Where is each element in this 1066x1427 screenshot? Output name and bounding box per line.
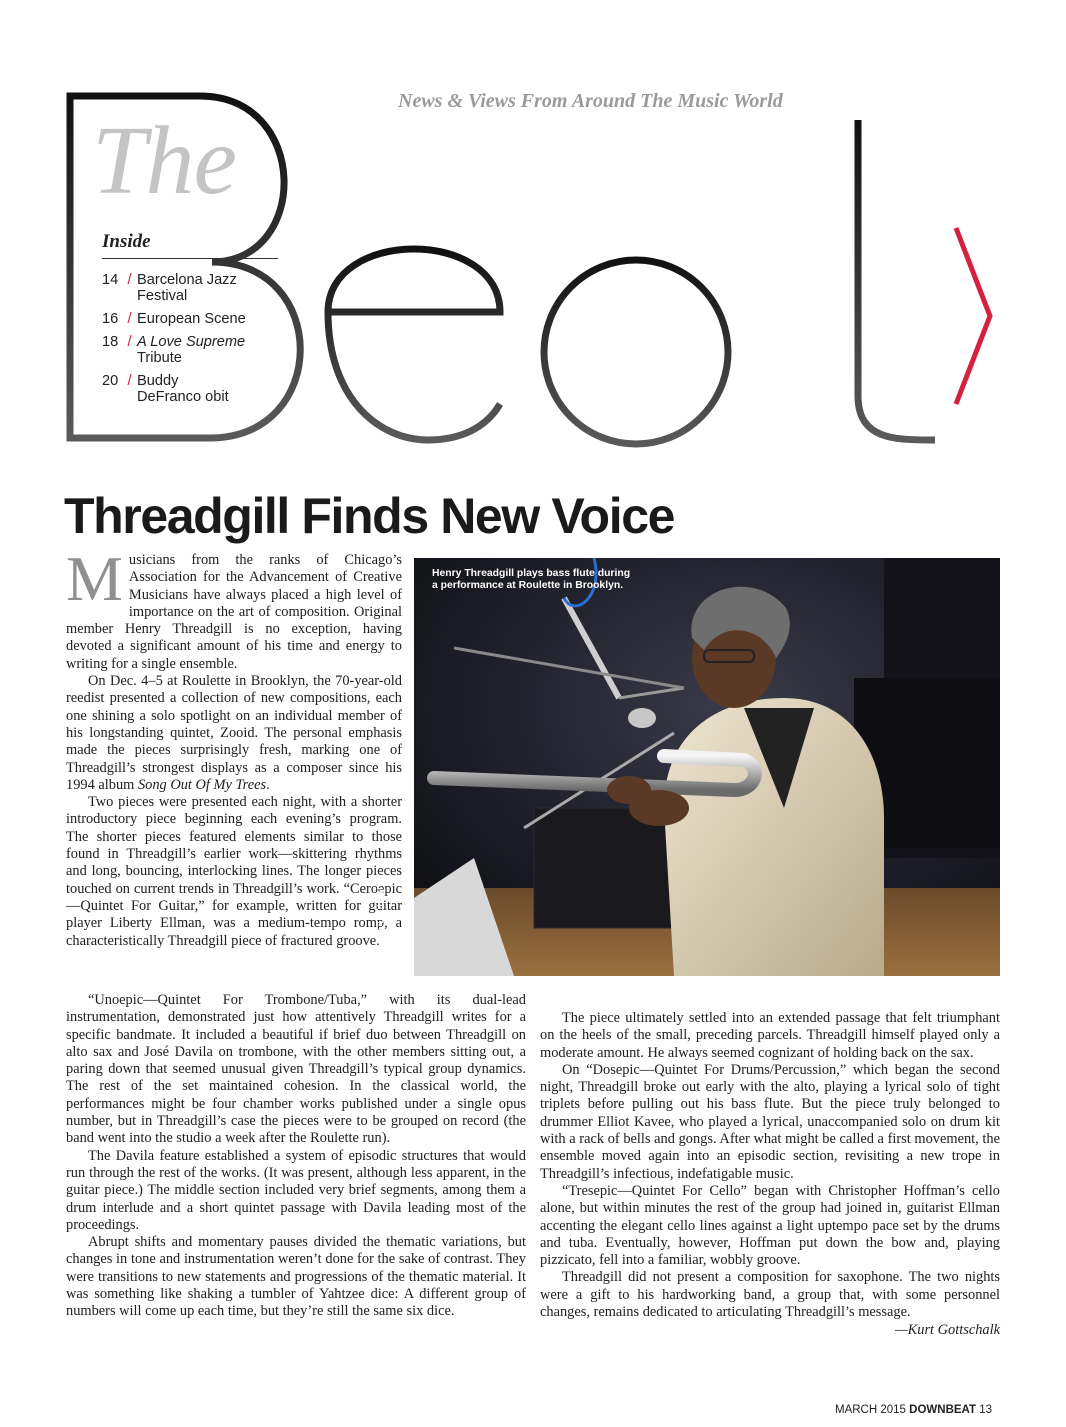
inside-title: [137, 334, 282, 366]
photo-image: [414, 558, 1000, 976]
paragraph: On “Dosepic—Quintet For Drums/Percussion,” which began the second night, Threadgill broke out early with the alto, playing a lyrical solo of tight triplets before pulling out his bass flute. But the piece truly belonged to drummer Elliot Kavee, who played a lyrical, unaccompanied solo on drum kit with a rack of bells and gongs. After what might be called a first movement, the ensemble moved again into an episodic section, revisiting a new trope in Threadgill’s infectious, indefatigable music.: [540, 1061, 1000, 1182]
inside-page-number: 18: [102, 334, 119, 350]
inside-title-line: European Scene: [137, 311, 246, 327]
inside-page-number: 16: [102, 311, 119, 327]
slash-divider: /: [127, 311, 132, 327]
inside-title: [137, 311, 282, 327]
paragraph: Abrupt shifts and momentary pauses divided the thematic variations, but changes in tone and instrumentation weren’t done for the sake of contrast. They were transitions to new statements and progressions of the thematic material. It was something like shaking a tumbler of Yahtzee dice: A different group of numbers will come up each time, but they’re still the same six dice.: [66, 1234, 526, 1320]
drop-cap: M: [66, 543, 123, 614]
inside-title-line2: Tribute: [137, 350, 182, 366]
inside-page-number: 14: [102, 272, 119, 288]
inside-title: [137, 272, 282, 304]
performance-photo: [414, 558, 1000, 976]
paragraph: [66, 673, 402, 794]
slash-divider: /: [127, 373, 132, 389]
paragraph: “Tresepic—Quintet For Cello” began with Christopher Hoffman’s cello alone, but within minutes the rest of the group had joined in, guitarist Ellman accenting the elegant cello lines against a light uptempo pace set by the drums and tuba. Eventually, however, Hoffman put down the bow and, playing pizzicato, fell into a familiar, wobbly groove.: [540, 1182, 1000, 1269]
inside-list: [102, 272, 282, 412]
slash-divider: /: [127, 272, 132, 288]
paragraph: “Unoepic—Quintet For Trombone/Tuba,” with its dual-lead instrumentation, demonstrated just how attentively Threadgill writes for a specific bandmate. It included a beautiful if brief duo between Threadgill on alto sax and José Davila on trombone, with the other members sitting out, a paring down that seemed unusual given Threadgill’s typical group dynamics. The rest of the set maintained cohesion. In the classical world, the performances might be four chamber works published under a single opus number, but in Threadgill’s case the pieces were to be grouped on record (the band went into the studio a week after the Roulette run).: [66, 992, 526, 1147]
paragraph: Two pieces were presented each night, with a shorter introductory piece beginning each evening’s program. The shorter pieces featured elements similar to those found in Threadgill’s earlier work—skittering rhythms and long, bouncing, interlocking lines. The longer pieces touched on current trends in Threadgill’s work. “Ceroepic—Quintet For Guitar,” for example, written for guitar player Liberty Ellman, was a medium-tempo romp, a characteristically Threadgill piece of fractured groove.: [66, 794, 402, 949]
article-column-bottom-left: [66, 992, 526, 1321]
photo-credit: ADAM McCULLOUGH: [374, 887, 385, 977]
slash-divider: /: [127, 334, 132, 350]
inside-title: [137, 373, 282, 405]
inside-item[interactable]: [102, 311, 282, 327]
issue-date: MARCH 2015: [835, 1404, 906, 1416]
paragraph: [66, 543, 402, 673]
inside-item[interactable]: [102, 272, 282, 304]
article-column-top: [66, 543, 402, 950]
inside-title-line2: Festival: [137, 288, 188, 304]
photo-caption: Henry Threadgill plays bass flute during a performance at Roulette in Brooklyn.: [432, 568, 631, 591]
inside-divider: [102, 258, 278, 259]
paragraph: Threadgill did not present a composition for saxophone. The two nights were a gift to his hardworking band, a group that, with some personnel changes, remains dedicated to articulating Threadgill’s message.: [540, 1269, 1000, 1321]
inside-item[interactable]: [102, 334, 282, 366]
inside-item[interactable]: [102, 373, 282, 405]
inside-title-line: A Love Supreme: [137, 334, 246, 350]
article-column-bottom-right: [540, 1010, 1000, 1340]
paragraph-text: .: [266, 776, 270, 793]
masthead-the: The: [92, 107, 236, 215]
red-chevron-icon: [956, 228, 990, 404]
paragraph: The piece ultimately settled into an extended passage that felt triumphant on the heels of the small, preceding parcels. Threadgill himself played only a moderate amount. He always seemed cognizant of holding back on the sax.: [540, 1010, 1000, 1061]
paragraph: The Davila feature established a system of episodic structures that would run through the rest of the works. (It was present, although less apparent, in the guitar piece.) The middle section included very brief segments, among them a drum interlude and a short quintet passage with Davila leading most of the proceedings.: [66, 1147, 526, 1233]
inside-heading: Inside: [102, 231, 151, 252]
article-headline: Threadgill Finds New Voice: [64, 488, 675, 544]
page-footer: [835, 1404, 992, 1416]
paragraph-text: usicians from the ranks of Chicago’s Association for the Advancement of Creative Musicians have always placed a high level of importance on the art of composition. Original member Henry Threadgill is no exception, having devoted a significant amount of his time and energy to writing for a single ensemble.: [66, 552, 402, 672]
paragraph-text: On Dec. 4–5 at Roulette in Brooklyn, the 70-year-old reedist presented a collection of new compositions, each one shining a solo spotlight on an individual member of his longstanding quintet, Zooid. The personal emphasis made the pieces surprisingly fresh, marking one of Threadgill’s strongest displays as a composer since his 1994 album: [66, 673, 402, 793]
magazine-name: DOWNBEAT: [909, 1404, 977, 1416]
inside-title-line: Barcelona Jazz: [137, 272, 237, 288]
article-byline: —Kurt Gottschalk: [894, 1322, 1000, 1339]
inside-page-number: 20: [102, 373, 119, 389]
album-title: Song Out Of My Trees: [137, 776, 267, 793]
page-number: 13: [979, 1404, 993, 1416]
masthead-tagline: News & Views From Around The Music World: [398, 90, 783, 112]
inside-title-line2: DeFranco obit: [137, 389, 229, 405]
inside-title-line: Buddy: [137, 373, 179, 389]
